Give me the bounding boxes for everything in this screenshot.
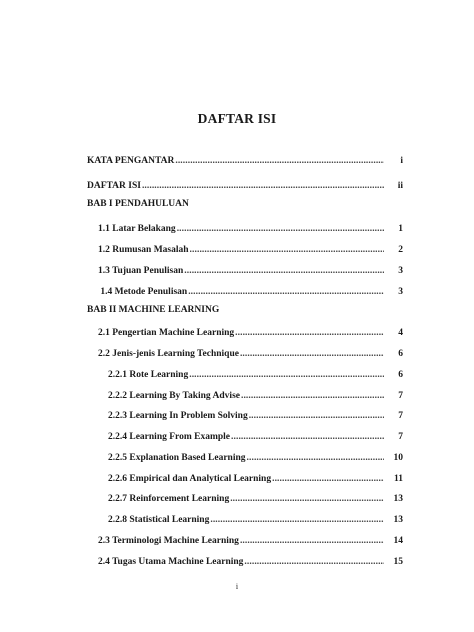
toc-entry-label: 1.2 Rumusan Masalah (98, 245, 189, 255)
toc-entry-label: 2.2 Jenis-jenis Learning Technique (98, 349, 239, 359)
toc-entry-page-number: 2 (398, 245, 403, 255)
toc-entry-page-number: 15 (393, 557, 403, 567)
toc-entry[interactable] (108, 512, 403, 526)
toc-entry-label: 2.4 Tugas Utama Machine Learning (98, 557, 244, 567)
toc-entry[interactable] (108, 408, 403, 422)
toc-entry-page-number: ii (397, 181, 403, 191)
toc-entry[interactable] (108, 367, 403, 381)
leader-dots (249, 410, 384, 422)
leader-dots (240, 535, 384, 547)
toc-entry-label: DAFTAR ISI (87, 181, 141, 191)
toc-entry[interactable] (108, 450, 403, 464)
leader-dots (184, 265, 384, 277)
toc-entry-page-number: 3 (398, 266, 403, 276)
toc-entry[interactable] (108, 429, 403, 443)
leader-dots (230, 493, 384, 505)
toc-entry-label: 1.4 Metode Penulisan (98, 287, 188, 297)
toc-entry-page-number: 10 (393, 453, 403, 463)
toc-entry-label: 1.1 Latar Belakang (98, 224, 176, 234)
leader-dots (241, 390, 384, 402)
toc-entry[interactable] (98, 284, 403, 298)
leader-dots (247, 452, 384, 464)
toc-entry[interactable] (98, 554, 403, 568)
toc-entry[interactable] (98, 263, 403, 277)
toc-entry-page-number: 13 (393, 515, 403, 525)
toc-entry-page-number: 7 (398, 432, 403, 442)
page-title: DAFTAR ISI (197, 111, 277, 126)
leader-dots (177, 223, 384, 235)
toc-entry-label: 2.2.8 Statistical Learning (108, 515, 210, 525)
toc-entry[interactable] (108, 491, 403, 505)
toc-entry-page-number: 1 (398, 224, 403, 234)
leader-dots (175, 155, 384, 167)
toc-entry-page-number: 11 (394, 474, 403, 484)
toc-entry[interactable] (108, 388, 403, 402)
toc-entry[interactable] (87, 153, 403, 167)
leader-dots (240, 348, 384, 360)
toc-entry-page-number: 4 (398, 328, 403, 338)
toc-entry-page-number: 3 (398, 287, 403, 297)
toc-entry[interactable] (108, 471, 403, 485)
leader-dots (272, 473, 384, 485)
toc-entry-label: 2.2.4 Learning From Example (108, 432, 231, 442)
toc-entry-label: 2.2.3 Learning In Problem Solving (108, 411, 248, 421)
leader-dots (210, 514, 384, 526)
toc-entry-label: 2.3 Terminologi Machine Learning (98, 536, 239, 546)
toc-entry-label: 2.2.7 Reinforcement Learning (108, 494, 230, 504)
toc-entry-label: 1.3 Tujuan Penulisan (98, 266, 184, 276)
leader-dots (188, 286, 384, 298)
toc-entry[interactable] (98, 242, 403, 256)
toc-entry-page-number: i (400, 156, 403, 166)
section-heading: BAB II MACHINE LEARNING (87, 305, 220, 315)
leader-dots (244, 556, 384, 568)
toc-entry[interactable] (87, 178, 403, 192)
leader-dots (235, 327, 384, 339)
section-heading: BAB I PENDAHULUAN (87, 199, 189, 209)
toc-entry-page-number: 14 (393, 536, 403, 546)
toc-entry-label: 2.1 Pengertian Machine Learning (98, 328, 235, 338)
leader-dots (142, 180, 384, 192)
toc-entry[interactable] (98, 346, 403, 360)
toc-entry[interactable] (98, 533, 403, 547)
toc-entry-page-number: 7 (398, 391, 403, 401)
leader-dots (231, 431, 384, 443)
leader-dots (190, 244, 384, 256)
toc-entry[interactable] (98, 325, 403, 339)
toc-entry-label: KATA PENGANTAR (87, 156, 175, 166)
toc-entry-page-number: 6 (398, 349, 403, 359)
toc-entry-page-number: 13 (393, 494, 403, 504)
page-number-footer: i (235, 582, 239, 591)
toc-entry-label: 2.2.2 Learning By Taking Advise (108, 391, 240, 401)
toc-entry-label: 2.2.1 Rote Learning (108, 370, 189, 380)
toc-entry-label: 2.2.6 Empirical dan Analytical Learning (108, 474, 272, 484)
leader-dots (189, 369, 384, 381)
toc-entry-page-number: 7 (398, 411, 403, 421)
toc-entry-label: 2.2.5 Explanation Based Learning (108, 453, 246, 463)
toc-entry[interactable] (98, 221, 403, 235)
toc-entry-page-number: 6 (398, 370, 403, 380)
